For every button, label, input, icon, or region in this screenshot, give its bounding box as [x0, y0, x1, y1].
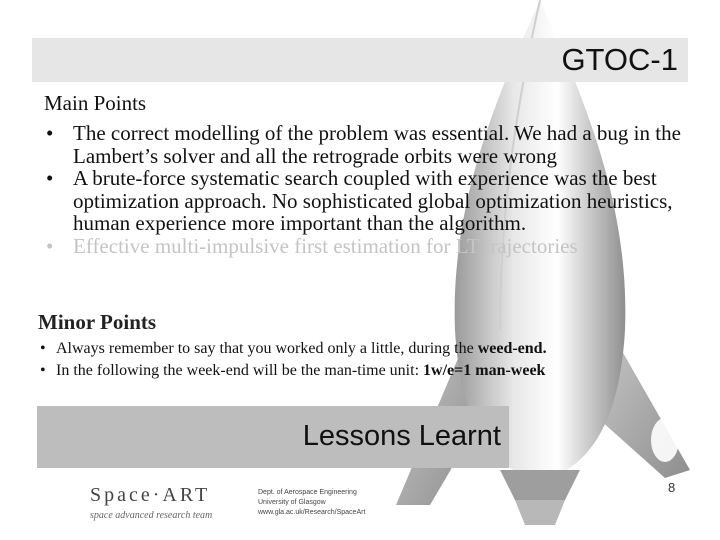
logo-tagline: space advanced research team [90, 510, 213, 521]
dept-line: University of Glasgow [258, 499, 326, 506]
page-number: 8 [668, 480, 676, 495]
bullet-icon: • [40, 362, 46, 379]
title-bar [32, 38, 688, 82]
minor-point-emphasis: weed-end. [477, 340, 547, 357]
main-points-list [44, 122, 684, 258]
minor-point-item [38, 360, 698, 382]
bullet-icon: • [40, 340, 46, 357]
bullet-icon: • [46, 233, 54, 258]
main-point-text: The correct modelling of the problem was essential. We had a bug in the Lambert’s solver and all the retrograde orbits were wrong [73, 121, 681, 168]
main-points-heading: Main Points [44, 91, 147, 115]
minor-point-emphasis: 1w/e=1 man-week [423, 362, 546, 379]
main-point-text: A brute-force systematic search coupled with experience was the best optimization approach. No sophisticated global optimization heuristics, human experience more important than the algorithm. [73, 166, 673, 236]
bullet-icon: • [46, 121, 54, 145]
dept-line: Dept. of Aerospace Engineering [258, 489, 357, 496]
slide-title: GTOC-1 [561, 42, 678, 77]
minor-point-text: In the following the week-end will be the man-time unit: [56, 362, 424, 379]
main-point-item [44, 167, 684, 235]
main-point-text: Effective multi-impulsive first estimation for LT trajectories [73, 233, 578, 258]
minor-point-item [38, 338, 698, 360]
banner-text: Lessons Learnt [302, 420, 501, 452]
space-art-logo: Space·ART [90, 484, 211, 506]
department-info [258, 488, 365, 518]
minor-points-list [38, 338, 698, 382]
minor-points-heading: Minor Points [38, 310, 157, 334]
minor-point-text: Always remember to say that you worked only a little, during the [56, 340, 478, 357]
dept-line: www.gla.ac.uk/Research/SpaceArt [258, 509, 366, 516]
bullet-icon: • [46, 166, 54, 191]
lessons-learnt-banner [37, 406, 509, 468]
main-point-item [44, 122, 684, 167]
main-point-item [44, 235, 684, 258]
